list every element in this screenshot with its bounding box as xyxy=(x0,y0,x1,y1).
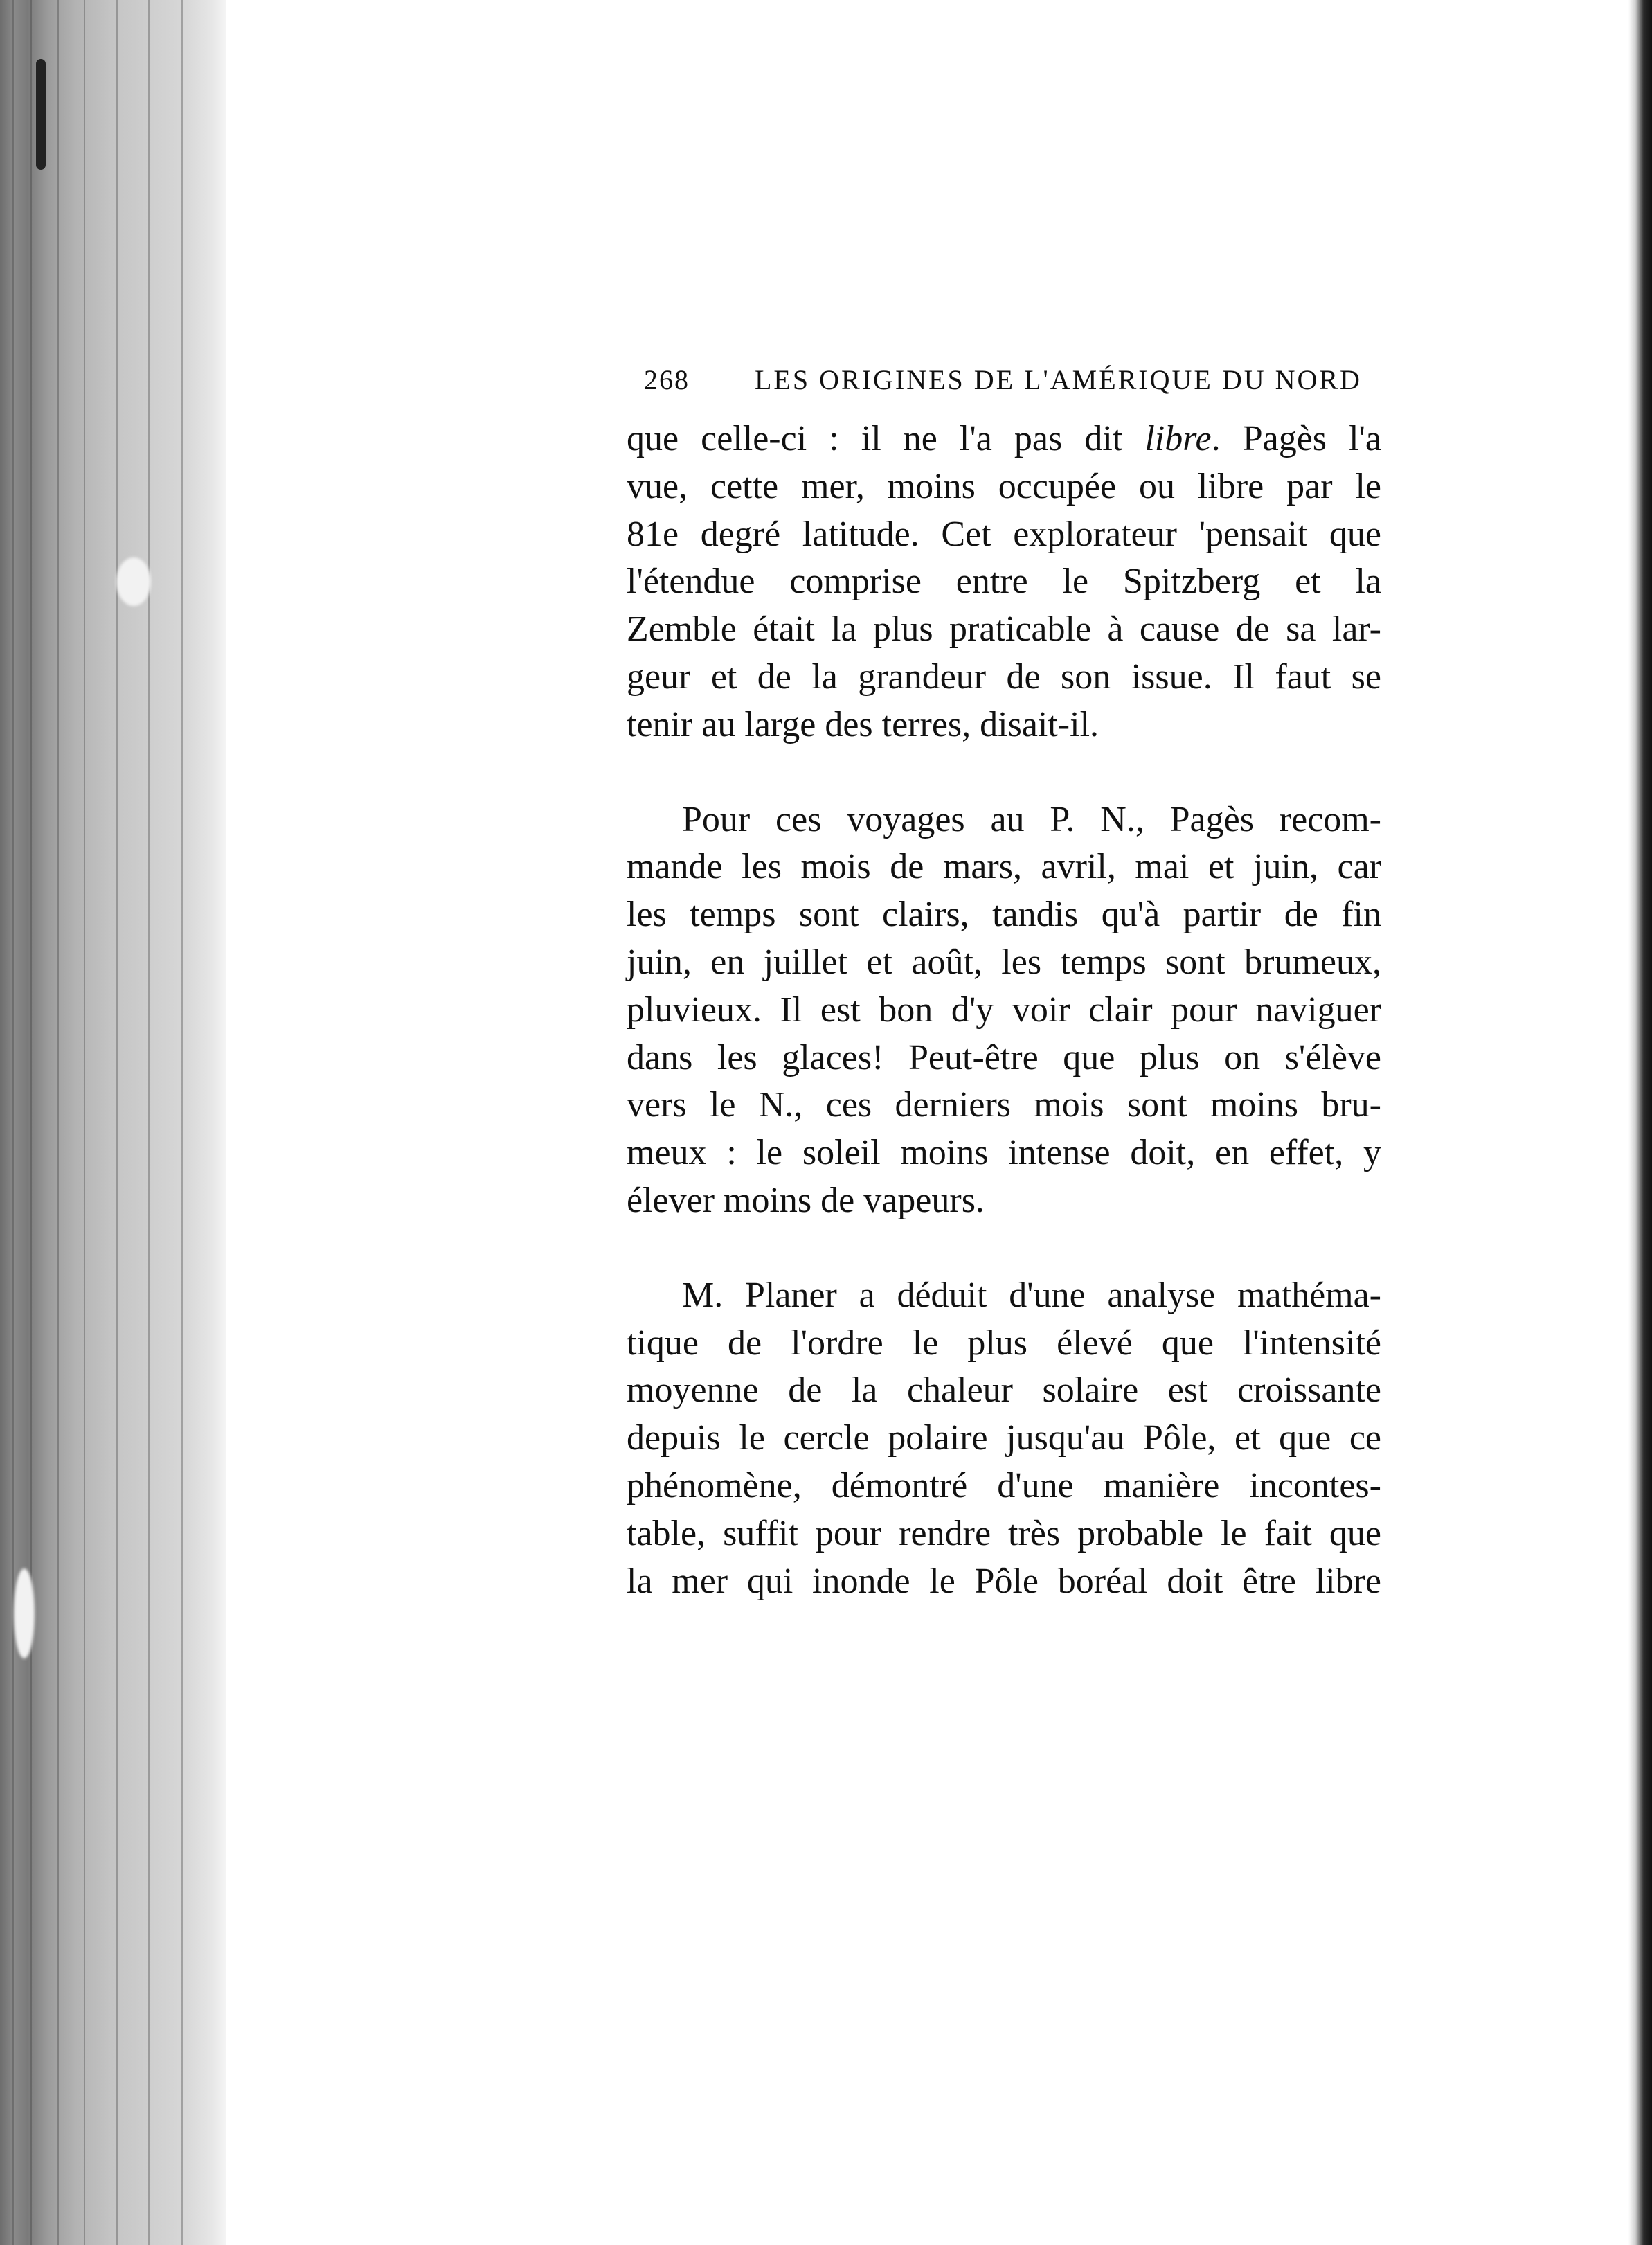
text-line: tique de l'ordre le plus élevé que l'intensité xyxy=(627,1323,1381,1363)
text-line: les temps sont clairs, tandis qu'à partir de fin xyxy=(627,895,1381,935)
text-line: 81e degré latitude. Cet explorateur 'pensait que xyxy=(627,514,1381,554)
text-line: Zemble était la plus praticable à cause de sa lar- xyxy=(627,609,1381,650)
page-number: 268 xyxy=(644,364,690,395)
text-line: moyenne de la chaleur solaire est croissante xyxy=(627,1370,1381,1411)
text-line: phénomène, démontré d'une manière incontes- xyxy=(627,1465,1381,1505)
running-title: LES ORIGINES DE L'AMÉRIQUE DU NORD xyxy=(755,364,1362,395)
text-line: dans les glaces! Peut-être que plus on s'élève xyxy=(627,1037,1381,1077)
text-line: la mer qui inonde le Pôle boréal doit être libre xyxy=(627,1561,1381,1601)
text-line: meux : le soleil moins intense doit, en effet, y xyxy=(627,1133,1381,1173)
text-line: geur et de la grandeur de son issue. Il faut se xyxy=(627,656,1381,697)
paragraph-1 xyxy=(627,415,1381,749)
text-line: vue, cette mer, moins occupée ou libre par le xyxy=(627,466,1381,506)
text-line: tenir au large des terres, disait-il. xyxy=(627,704,1099,744)
paragraph-2 xyxy=(627,796,1381,1225)
page-right-edge xyxy=(1628,0,1652,2245)
text-line: table, suffit pour rendre très probable le fait que xyxy=(627,1513,1381,1553)
body-text xyxy=(627,415,1381,1605)
running-head xyxy=(644,364,1392,405)
text-line: depuis le cercle polaire jusqu'au Pôle, et que ce xyxy=(627,1418,1381,1458)
text-line: élever moins de vapeurs. xyxy=(627,1180,985,1220)
text-line: vers le N., ces derniers mois sont moins bru- xyxy=(627,1085,1381,1125)
text-line: mande les mois de mars, avril, mai et juin, car xyxy=(627,847,1381,887)
italic-word: libre xyxy=(1144,419,1212,458)
text-line: pluvieux. Il est bon d'y voir clair pour naviguer xyxy=(627,990,1381,1030)
book-spine-edge xyxy=(0,0,226,2245)
text-line: M. Planer a déduit d'une analyse mathéma- xyxy=(682,1275,1381,1315)
text-line: Pour ces voyages au P. N., Pagès recom- xyxy=(682,799,1381,839)
text-line: juin, en juillet et août, les temps sont brumeux, xyxy=(627,942,1381,982)
text-line: l'étendue comprise entre le Spitzberg et la xyxy=(627,562,1381,602)
binding-mark xyxy=(36,59,46,170)
paragraph-3 xyxy=(627,1272,1381,1606)
text-line: que celle-ci : il ne l'a pas dit libre. Pagès l'a xyxy=(627,419,1382,458)
